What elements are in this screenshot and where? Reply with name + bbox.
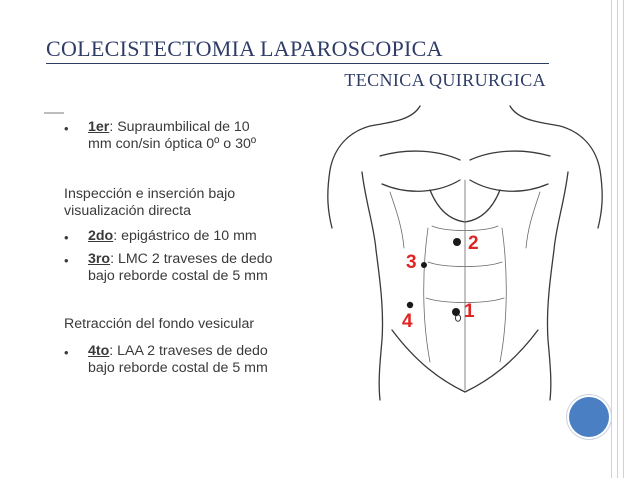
- port-2-text: : epigástrico de 10 mm: [113, 228, 257, 244]
- port-2-label: 2: [468, 233, 479, 254]
- port-markers: [402, 233, 479, 332]
- content-text: [44, 112, 318, 392]
- port-4-marker: [407, 302, 413, 308]
- port-4-text-line2: bajo reborde costal de 5 mm: [88, 360, 268, 377]
- section-heading-retraction: Retracción del fondo vesicular: [64, 316, 255, 332]
- port-1-key: 1er: [88, 119, 110, 135]
- port-2-marker: [453, 238, 461, 246]
- bullet: •: [64, 230, 69, 245]
- port-1-marker: [452, 308, 460, 316]
- bullet: •: [64, 253, 69, 268]
- section-heading-inspection: [64, 186, 235, 220]
- decor-line: [623, 0, 624, 478]
- divider: [44, 112, 64, 114]
- port-1-text-line2: mm con/sin óptica 0º o 30º: [88, 136, 257, 153]
- slide-title: COLECISTECTOMIA LAPAROSCOPICA: [46, 36, 443, 61]
- bullet: •: [64, 345, 69, 360]
- port-3-key: 3ro: [88, 251, 111, 267]
- torso-outline: [328, 106, 602, 400]
- title-rule: [46, 63, 549, 64]
- decor-circle: [569, 397, 609, 437]
- bullet: •: [64, 121, 69, 136]
- heading-line: Inspección e inserción bajo: [64, 186, 236, 202]
- port-2-description: [88, 228, 257, 245]
- port-1-description: [88, 119, 256, 153]
- heading-line: visualización directa: [64, 203, 191, 220]
- port-4-text: : LAA 2 traveses de dedo: [109, 343, 268, 359]
- port-2-key: 2do: [88, 228, 114, 244]
- port-3-label: 3: [406, 252, 417, 273]
- port-1-label: 1: [464, 301, 475, 322]
- port-3-text: : LMC 2 traveses de dedo: [110, 251, 273, 267]
- slide-subtitle: TECNICA QUIRURGICA: [344, 70, 546, 90]
- decor-line: [611, 0, 612, 478]
- port-3-description: [88, 251, 273, 285]
- port-3-text-line2: bajo reborde costal de 5 mm: [88, 268, 268, 285]
- port-4-description: [88, 343, 268, 377]
- port-4-label: 4: [402, 311, 413, 332]
- torso-illustration: [320, 100, 610, 410]
- decor-line: [617, 0, 618, 478]
- port-3-marker: [421, 262, 427, 268]
- port-1-text: : Supraumbilical de 10: [109, 119, 250, 135]
- port-4-key: 4to: [88, 343, 110, 359]
